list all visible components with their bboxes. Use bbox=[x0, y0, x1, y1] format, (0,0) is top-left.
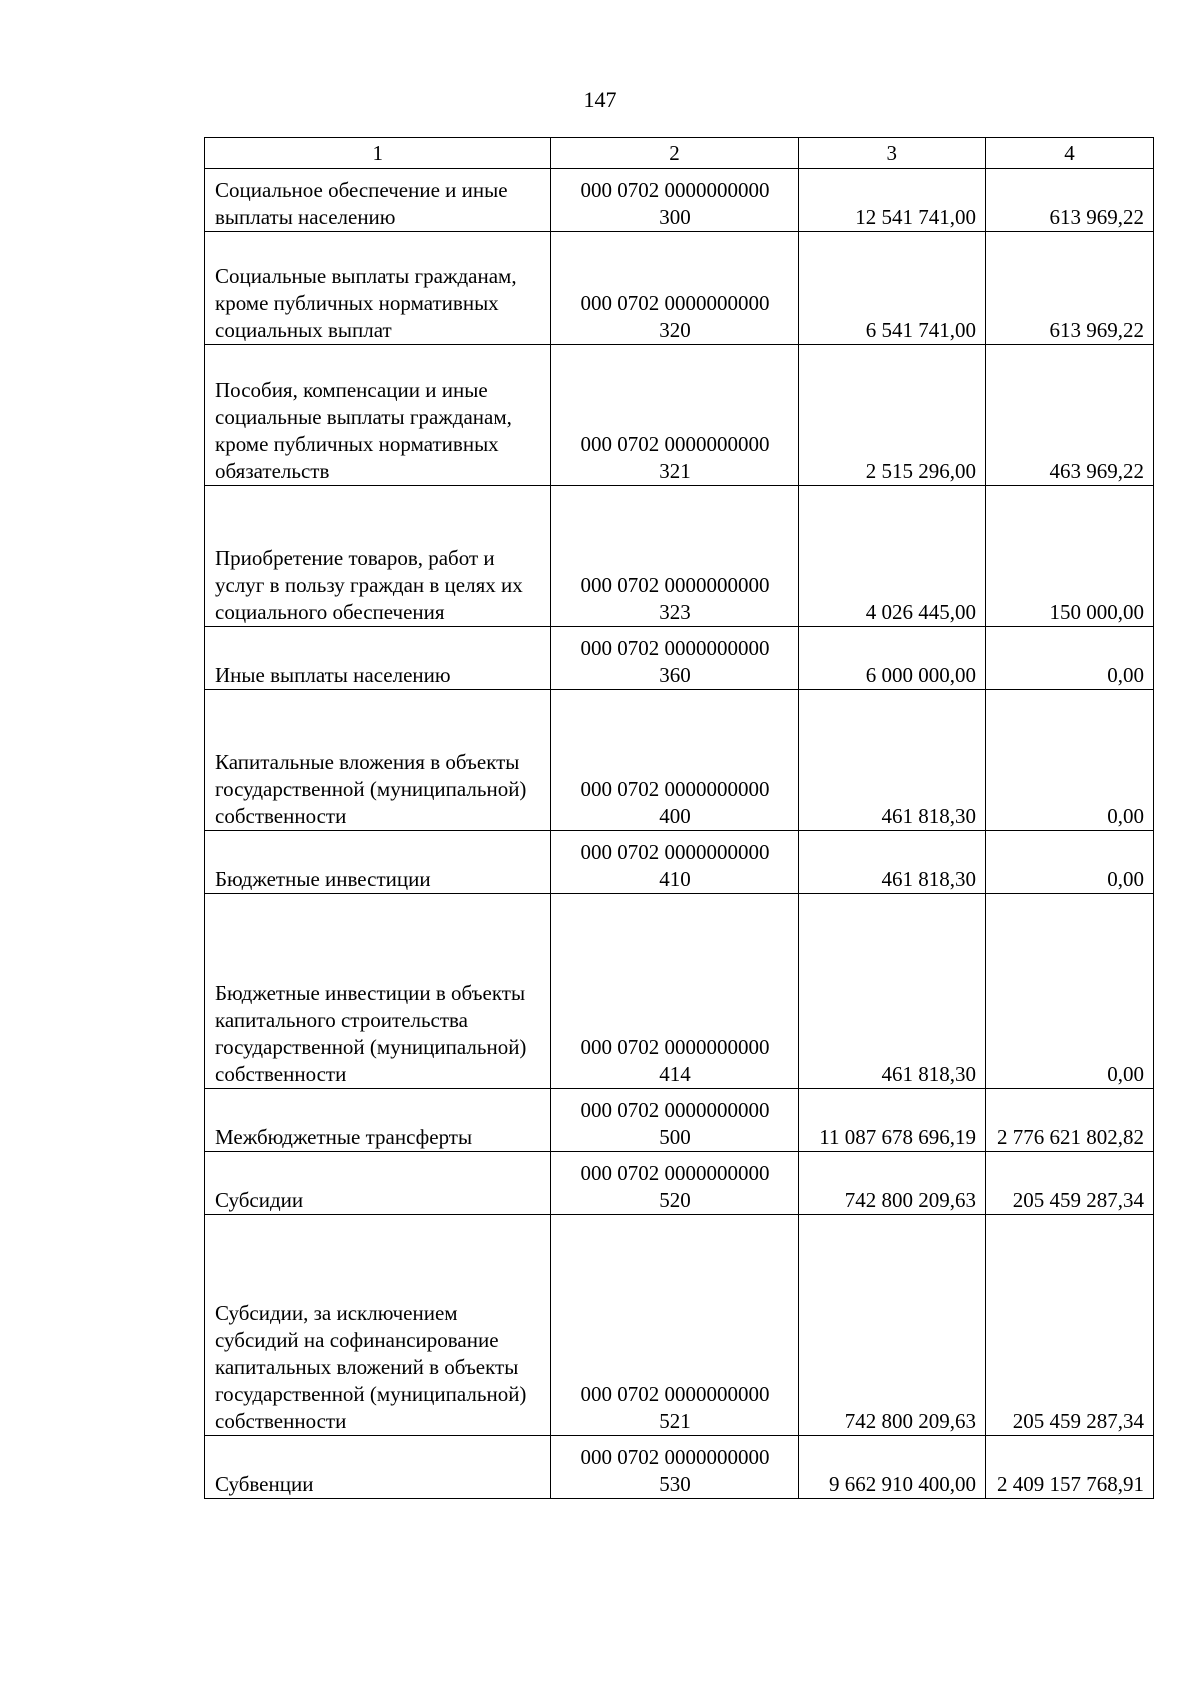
table-row bbox=[205, 690, 1154, 831]
table-row bbox=[205, 1152, 1154, 1215]
table-row bbox=[205, 627, 1154, 690]
column-header-4: 4 bbox=[986, 138, 1154, 169]
row-value-col4: 463 969,22 bbox=[986, 345, 1154, 486]
table-row bbox=[205, 894, 1154, 1089]
row-value-col4: 0,00 bbox=[986, 831, 1154, 894]
row-code-line2: 320 bbox=[659, 318, 691, 342]
table-row bbox=[205, 345, 1154, 486]
row-value-col4: 0,00 bbox=[986, 894, 1154, 1089]
row-code-line2: 521 bbox=[659, 1409, 691, 1433]
table-row bbox=[205, 1436, 1154, 1499]
row-description: Приобретение товаров, работ и услуг в пользу граждан в целях их социального обеспечения bbox=[205, 486, 551, 627]
row-description: Бюджетные инвестиции bbox=[205, 831, 551, 894]
row-code-line2: 400 bbox=[659, 804, 691, 828]
row-code-line2: 410 bbox=[659, 867, 691, 891]
row-description: Бюджетные инвестиции в объекты капитального строительства государственной (муниципальной) собственности bbox=[205, 894, 551, 1089]
table-row bbox=[205, 831, 1154, 894]
row-code bbox=[551, 1436, 798, 1499]
row-code-line2: 321 bbox=[659, 459, 691, 483]
row-value-col4: 613 969,22 bbox=[986, 169, 1154, 232]
row-value-col3: 11 087 678 696,19 bbox=[798, 1089, 985, 1152]
row-code bbox=[551, 690, 798, 831]
row-description: Капитальные вложения в объекты государственной (муниципальной) собственности bbox=[205, 690, 551, 831]
page-number: 147 bbox=[583, 87, 617, 112]
table-row bbox=[205, 1215, 1154, 1436]
column-header-2: 2 bbox=[551, 138, 798, 169]
row-code-line1: 000 0702 0000000000 bbox=[580, 1161, 770, 1185]
row-value-col3: 742 800 209,63 bbox=[798, 1215, 985, 1436]
row-code bbox=[551, 345, 798, 486]
budget-table bbox=[204, 137, 1154, 1499]
row-description: Субсидии, за исключением субсидий на софинансирование капитальных вложений в объекты государственной (муниципальной) собственности bbox=[205, 1215, 551, 1436]
row-code bbox=[551, 169, 798, 232]
column-header-3: 3 bbox=[798, 138, 985, 169]
row-value-col3: 6 000 000,00 bbox=[798, 627, 985, 690]
row-value-col3: 12 541 741,00 bbox=[798, 169, 985, 232]
row-value-col3: 461 818,30 bbox=[798, 894, 985, 1089]
row-value-col4: 205 459 287,34 bbox=[986, 1215, 1154, 1436]
row-code-line2: 360 bbox=[659, 663, 691, 687]
row-code-line1: 000 0702 0000000000 bbox=[580, 1382, 770, 1406]
row-value-col3: 6 541 741,00 bbox=[798, 232, 985, 345]
row-value-col4: 0,00 bbox=[986, 627, 1154, 690]
row-value-col4: 205 459 287,34 bbox=[986, 1152, 1154, 1215]
row-value-col3: 4 026 445,00 bbox=[798, 486, 985, 627]
row-value-col3: 742 800 209,63 bbox=[798, 1152, 985, 1215]
row-value-col3: 461 818,30 bbox=[798, 690, 985, 831]
row-description: Социальные выплаты гражданам, кроме публичных нормативных социальных выплат bbox=[205, 232, 551, 345]
row-code-line2: 530 bbox=[659, 1472, 691, 1496]
row-description: Субсидии bbox=[205, 1152, 551, 1215]
row-description: Пособия, компенсации и иные социальные выплаты гражданам, кроме публичных нормативных обязательств bbox=[205, 345, 551, 486]
row-value-col3: 461 818,30 bbox=[798, 831, 985, 894]
row-code bbox=[551, 1089, 798, 1152]
column-header-1: 1 bbox=[205, 138, 551, 169]
row-value-col4: 2 776 621 802,82 bbox=[986, 1089, 1154, 1152]
row-value-col3: 9 662 910 400,00 bbox=[798, 1436, 985, 1499]
table-row bbox=[205, 486, 1154, 627]
row-code-line1: 000 0702 0000000000 bbox=[580, 777, 770, 801]
row-description: Социальное обеспечение и иные выплаты населению bbox=[205, 169, 551, 232]
row-code-line2: 323 bbox=[659, 600, 691, 624]
row-code bbox=[551, 486, 798, 627]
table-header-row bbox=[205, 138, 1154, 169]
row-value-col4: 2 409 157 768,91 bbox=[986, 1436, 1154, 1499]
row-code-line1: 000 0702 0000000000 bbox=[580, 178, 770, 202]
row-code-line1: 000 0702 0000000000 bbox=[580, 1445, 770, 1469]
row-code-line1: 000 0702 0000000000 bbox=[580, 573, 770, 597]
row-description: Субвенции bbox=[205, 1436, 551, 1499]
row-code bbox=[551, 831, 798, 894]
table-row bbox=[205, 232, 1154, 345]
row-code-line2: 300 bbox=[659, 205, 691, 229]
row-code-line1: 000 0702 0000000000 bbox=[580, 291, 770, 315]
row-code bbox=[551, 1215, 798, 1436]
row-value-col4: 150 000,00 bbox=[986, 486, 1154, 627]
row-description: Межбюджетные трансферты bbox=[205, 1089, 551, 1152]
row-code-line2: 520 bbox=[659, 1188, 691, 1212]
row-description: Иные выплаты населению bbox=[205, 627, 551, 690]
row-value-col3: 2 515 296,00 bbox=[798, 345, 985, 486]
row-code bbox=[551, 627, 798, 690]
row-code bbox=[551, 1152, 798, 1215]
table-row bbox=[205, 169, 1154, 232]
row-code-line1: 000 0702 0000000000 bbox=[580, 636, 770, 660]
row-code bbox=[551, 232, 798, 345]
row-code-line1: 000 0702 0000000000 bbox=[580, 1035, 770, 1059]
row-code bbox=[551, 894, 798, 1089]
row-code-line2: 414 bbox=[659, 1062, 691, 1086]
row-code-line1: 000 0702 0000000000 bbox=[580, 1098, 770, 1122]
row-code-line1: 000 0702 0000000000 bbox=[580, 840, 770, 864]
row-value-col4: 613 969,22 bbox=[986, 232, 1154, 345]
row-code-line1: 000 0702 0000000000 bbox=[580, 432, 770, 456]
table-row bbox=[205, 1089, 1154, 1152]
row-code-line2: 500 bbox=[659, 1125, 691, 1149]
row-value-col4: 0,00 bbox=[986, 690, 1154, 831]
